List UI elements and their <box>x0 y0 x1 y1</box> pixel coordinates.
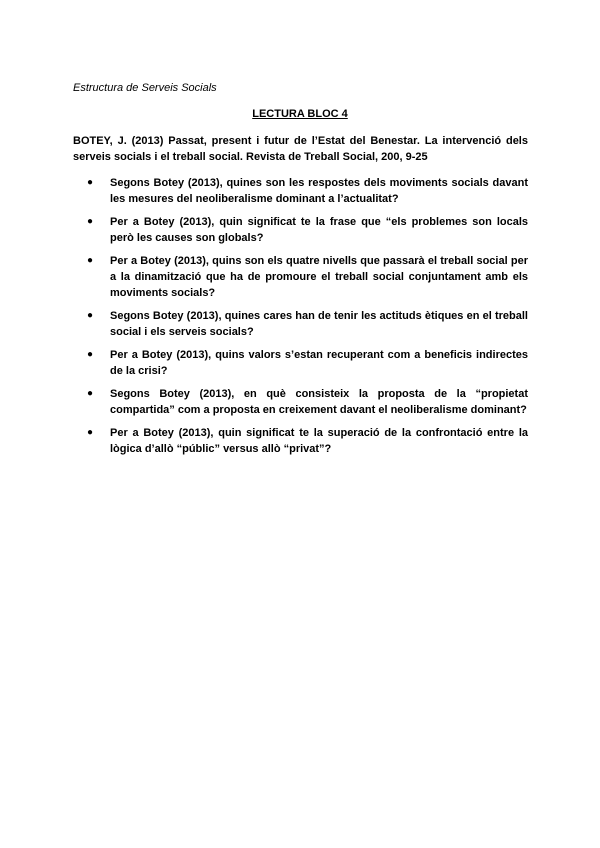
bullet-icon: ● <box>87 349 94 360</box>
bibliographic-reference: BOTEY, J. (2013) Passat, present i futur de l’Estat del Benestar. La intervenció dels serveis socials i el treball social. Revista de Treball Social, 200, 9-25 <box>73 135 528 163</box>
question-item <box>73 425 528 457</box>
document-title: LECTURA BLOC 4 <box>252 108 348 120</box>
bullet-icon: ● <box>87 177 94 188</box>
question-text: Segons Botey (2013), quines son les respostes dels moviments socials davant les mesures del neoliberalisme dominant a l’actualitat? <box>110 177 528 205</box>
course-header: Estructura de Serveis Socials <box>73 82 217 94</box>
question-text: Per a Botey (2013), quin significat te la superació de la confrontació entre la lògica d’allò “públic” versus allò “privat”? <box>110 427 528 455</box>
question-text: Segons Botey (2013), en què consisteix la proposta de la “propietat compartida” com a proposta en creixement davant el neoliberalisme dominant? <box>110 388 528 416</box>
bullet-icon: ● <box>87 310 94 321</box>
question-item <box>73 347 528 379</box>
question-item <box>73 386 528 418</box>
question-text: Per a Botey (2013), quin significat te la frase que “els problemes son locals però les causes son globals? <box>110 216 528 244</box>
question-item <box>73 253 528 301</box>
question-list <box>73 175 528 464</box>
bullet-icon: ● <box>87 255 94 266</box>
bullet-icon: ● <box>87 427 94 438</box>
question-item <box>73 175 528 207</box>
bullet-icon: ● <box>87 216 94 227</box>
bullet-icon: ● <box>87 388 94 399</box>
question-item <box>73 214 528 246</box>
question-item <box>73 308 528 340</box>
question-text: Per a Botey (2013), quins son els quatre nivells que passarà el treball social per a la dinamització que ha de promoure el treball social conjuntament amb els moviments socials? <box>110 255 528 299</box>
question-text: Segons Botey (2013), quines cares han de tenir les actituds ètiques en el treball social i els serveis socials? <box>110 310 528 338</box>
question-text: Per a Botey (2013), quins valors s’estan recuperant com a beneficis indirectes de la crisi? <box>110 349 528 377</box>
